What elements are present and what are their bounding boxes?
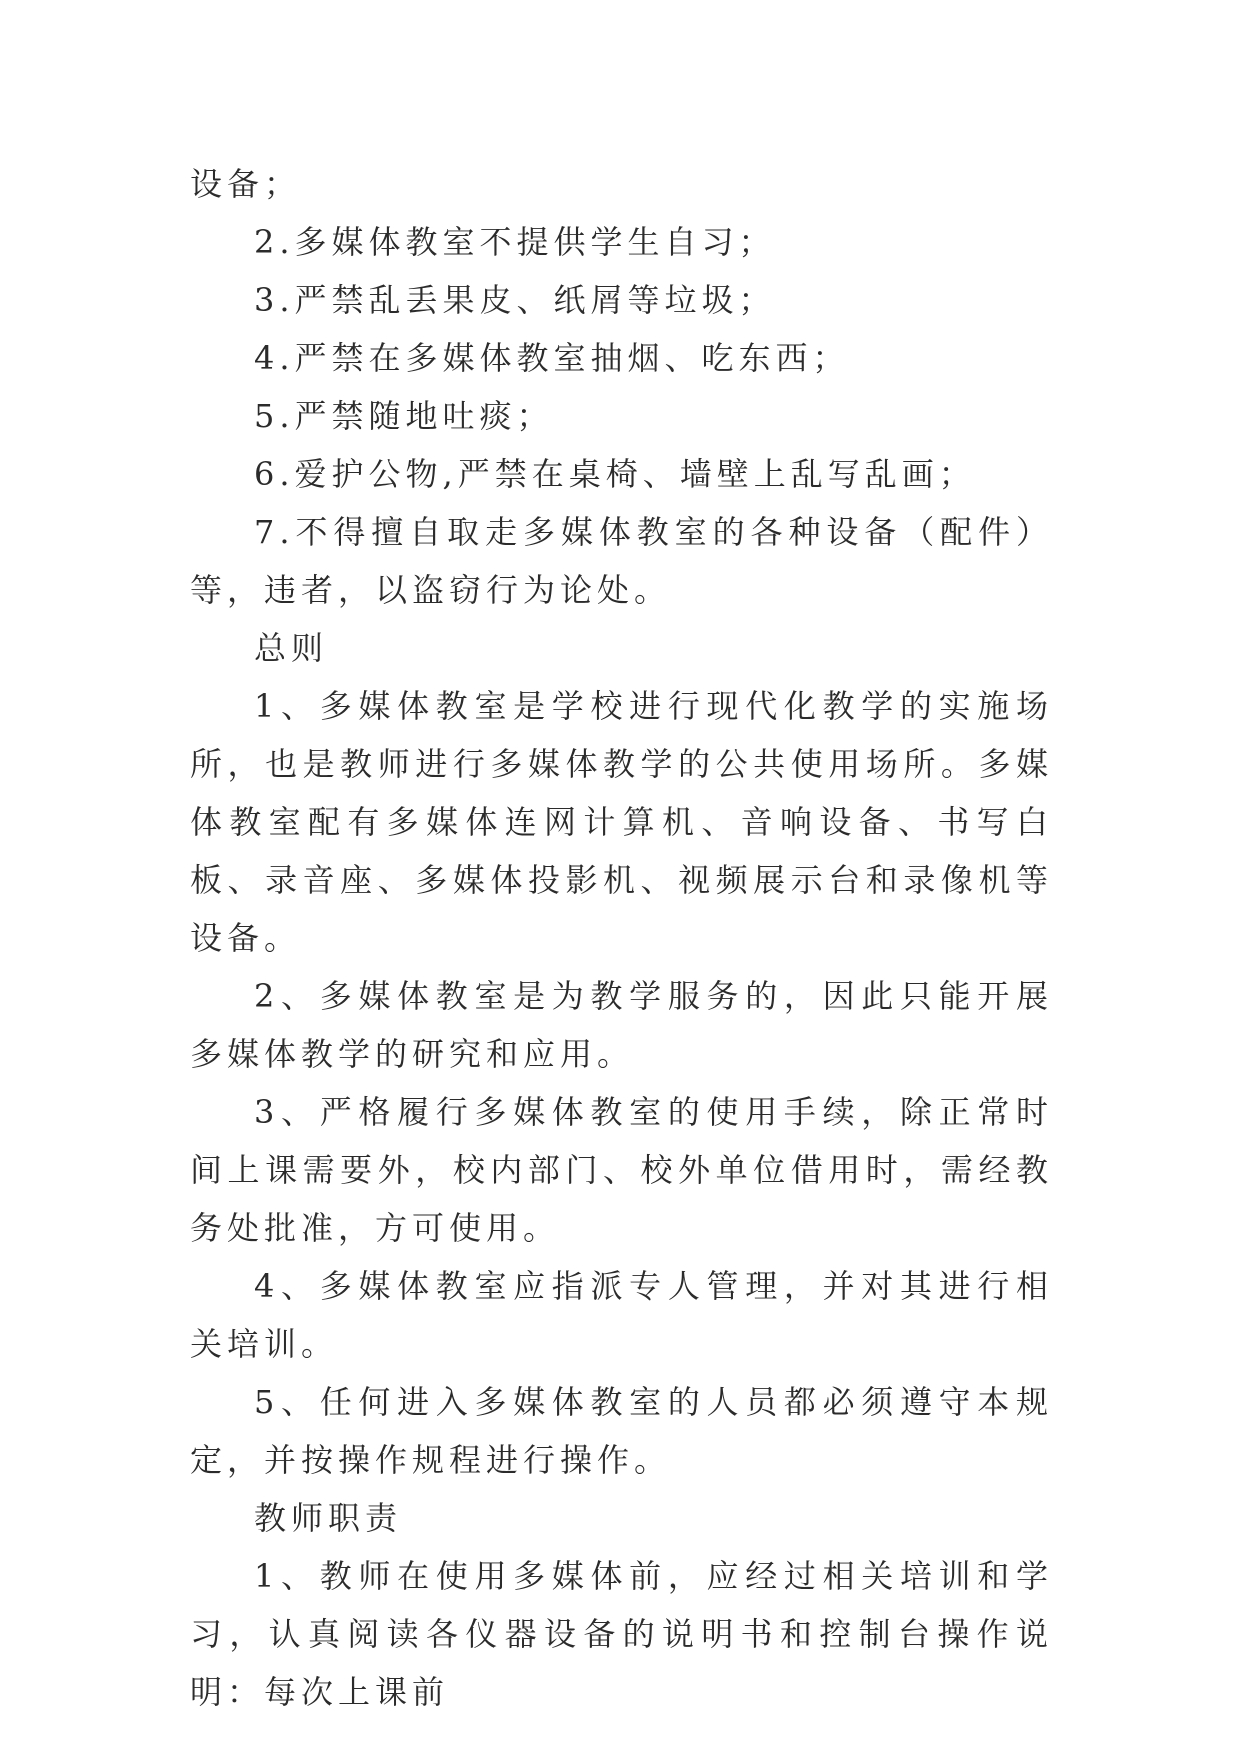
document-body xyxy=(190,155,1053,1721)
rule-item-4: 4.严禁在多媒体教室抽烟、吃东西； xyxy=(254,339,850,377)
section-heading-teacher-duties: 教师职责 xyxy=(254,1499,403,1537)
general-item-1: 1、多媒体教室是学校进行现代化教学的实施场所，也是教师进行多媒体教学的公共使用场所。多媒体教室配有多媒体连网计算机、音响设备、书写白板、录音座、多媒体投影机、视频展示台和录像机等设备。 xyxy=(190,687,1053,957)
paragraph-equipment-continued: 设备； xyxy=(190,165,302,203)
section-heading-general: 总则 xyxy=(254,629,329,667)
rule-item-7: 7.不得擅自取走多媒体教室的各种设备（配件）等，违者，以盗窃行为论处。 xyxy=(190,513,1053,609)
rule-item-3: 3.严禁乱丢果皮、纸屑等垃圾； xyxy=(254,281,776,319)
general-item-5: 5、任何进入多媒体教室的人员都必须遵守本规定，并按操作规程进行操作。 xyxy=(190,1383,1053,1479)
general-item-4: 4、多媒体教室应指派专人管理，并对其进行相关培训。 xyxy=(190,1267,1053,1363)
general-item-2: 2、多媒体教室是为教学服务的，因此只能开展多媒体教学的研究和应用。 xyxy=(190,977,1053,1073)
rule-item-2: 2.多媒体教室不提供学生自习； xyxy=(254,223,776,261)
rule-item-5: 5.严禁随地吐痰； xyxy=(254,397,554,435)
general-item-3: 3、严格履行多媒体教室的使用手续，除正常时间上课需要外，校内部门、校外单位借用时，需经教务处批准，方可使用。 xyxy=(190,1093,1053,1247)
teacher-duty-item-1: 1、教师在使用多媒体前，应经过相关培训和学习，认真阅读各仪器设备的说明书和控制台操作说明：每次上课前 xyxy=(190,1557,1053,1711)
rule-item-6: 6.爱护公物,严禁在桌椅、墙壁上乱写乱画； xyxy=(254,455,976,493)
